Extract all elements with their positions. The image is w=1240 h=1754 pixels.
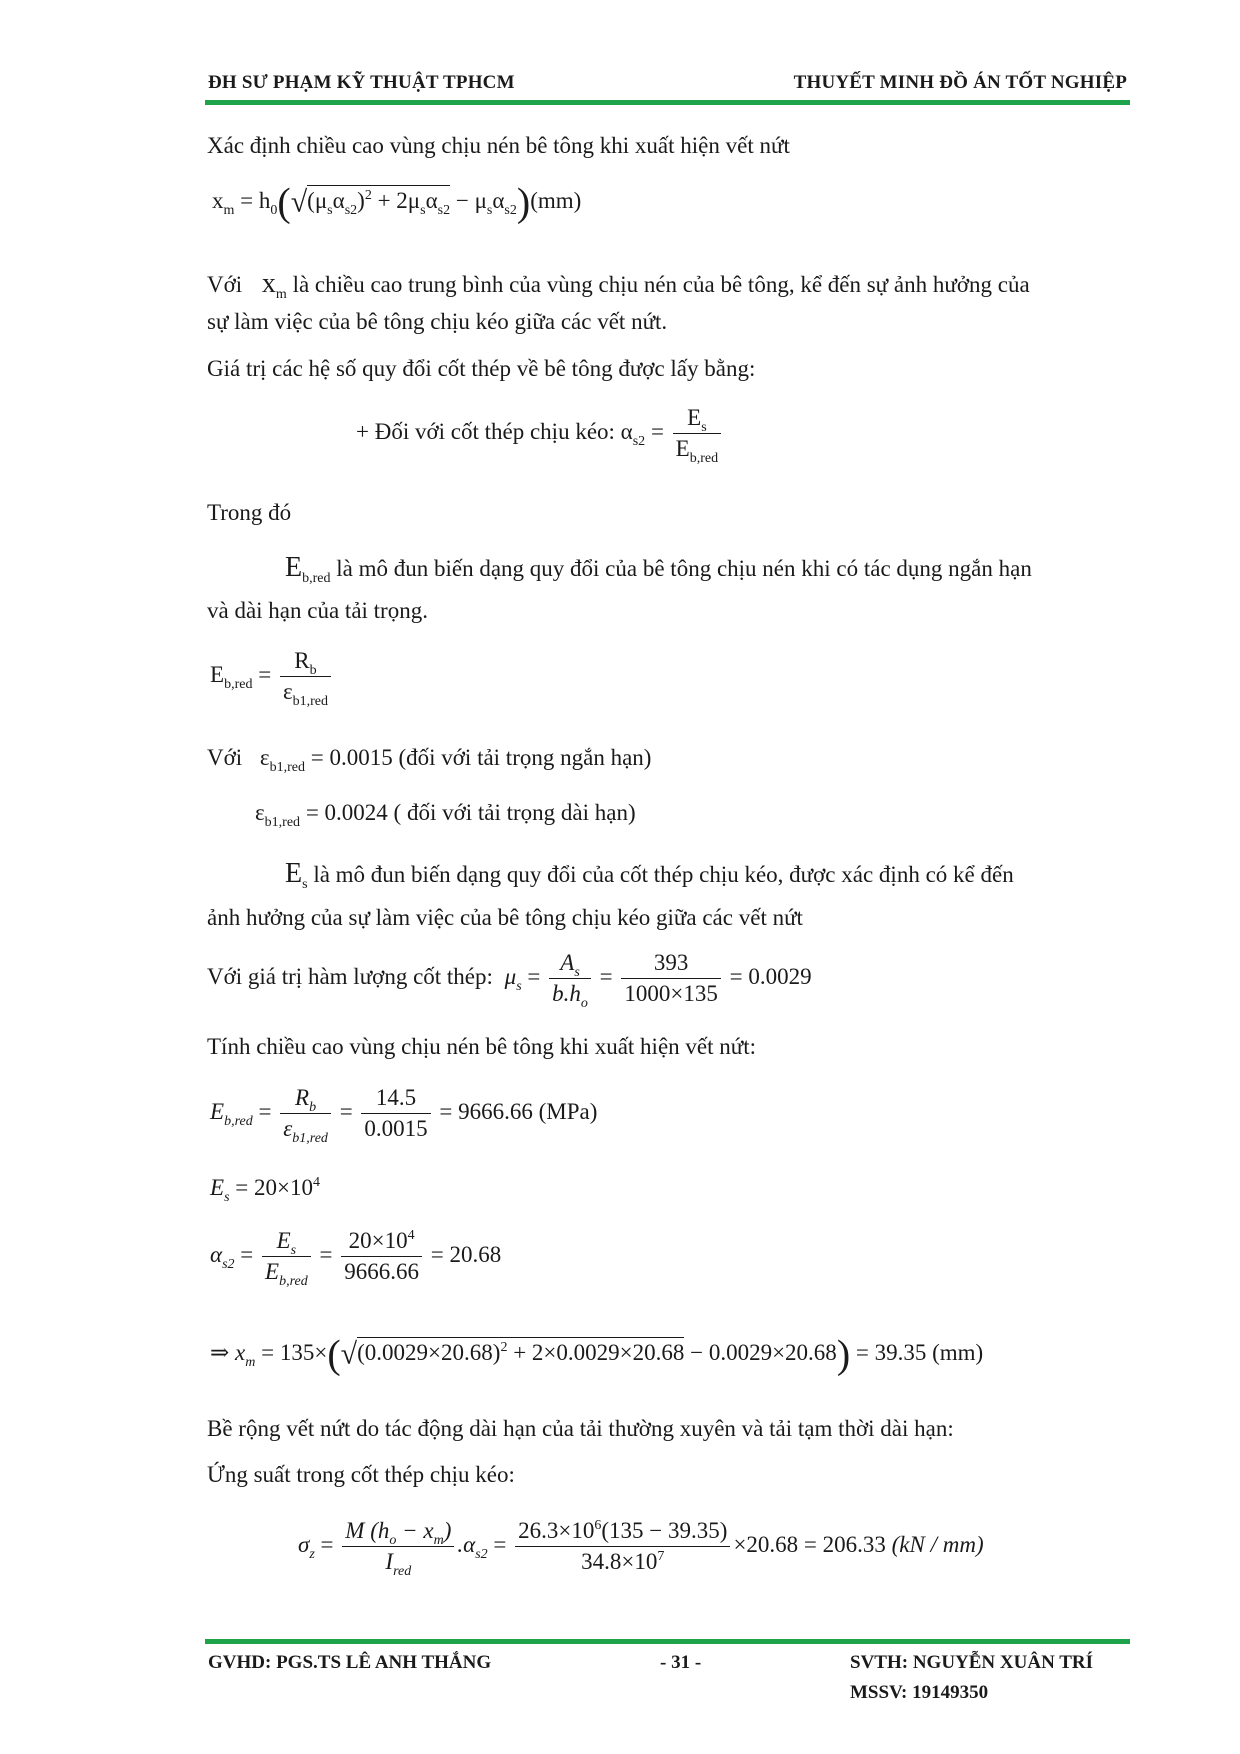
xm-result: = 39.35 (mm) bbox=[855, 1340, 984, 1365]
mu-denominator: 1000×135 bbox=[624, 981, 718, 1007]
footer-advisor: GVHD: PGS.TS LÊ ANH THẮNG bbox=[208, 1652, 492, 1673]
es-exp: 4 bbox=[312, 1175, 320, 1190]
sigma-den: 34.8×10 bbox=[581, 1549, 658, 1575]
formula-sigma: $\sigma_z$ = $\frac{M (h_o - x_m)}{I_{red}}$ $.\alpha_{s2}$ = $\frac{26.3\times 10^6(135 - 39.35)}{34.8\times 10^7}$ ×20.68 = 206.33 (kN / mm) bbox=[298, 1518, 984, 1580]
eps-long-value: = 0.0024 bbox=[305, 800, 388, 825]
footer-student: SVTH: NGUYỄN XUÂN TRÍ bbox=[850, 1652, 1093, 1673]
eps-short-label: Với bbox=[207, 745, 243, 770]
footer-rule bbox=[205, 1639, 1130, 1644]
paragraph-xm-def-a: Với bbox=[207, 272, 243, 297]
xm-inner: (0.0029×20.68) bbox=[357, 1340, 501, 1365]
alpha-num-exp: 4 bbox=[407, 1228, 415, 1243]
paragraph-ebred-def bbox=[285, 552, 1032, 584]
eps-value: 0.0015 bbox=[364, 1116, 428, 1142]
paragraph-xm-def-cont: sự làm việc của bê tông chịu kéo giữa các vết nứt. bbox=[207, 309, 668, 334]
sigma-num-exp: 6 bbox=[594, 1518, 602, 1533]
eps-short-note: (đối với tải trọng ngắn hạn) bbox=[398, 745, 652, 770]
alpha-den: 9666.66 bbox=[344, 1259, 419, 1285]
paragraph-es-def-cont: ảnh hưởng của sự làm việc của bê tông chịu kéo giữa các vết nứt bbox=[207, 905, 803, 930]
formula-xm-general: $x_m = h_0(√(\mu_s\alpha_{s2})^2 + 2\mu_s\alpha_{s2} - \mu_s\alpha_{s2})(mm)$ bbox=[212, 179, 582, 225]
xm-h0: 135× bbox=[279, 1340, 328, 1365]
formula-mu-s: Với giá trị hàm lượng cốt thép: $\mu_s$ = $\frac{A_s}{b.h_o}$ = $\frac{393}{1000\times 135}$ = 0.0029 bbox=[207, 950, 812, 1012]
eps-short-value: = 0.0015 bbox=[310, 745, 393, 770]
formula-alpha-def: + Đối với cốt thép chịu kéo: $\alpha_{s2}$ = $\frac{E_s}{E_{b,red}}$ bbox=[356, 405, 724, 463]
paragraph-trong-do: Trong đó bbox=[207, 500, 292, 525]
formula-ebred-def: $E_{b,red}$ = $\frac{R_b}{\varepsilon_{b1,red}}$ bbox=[210, 648, 334, 706]
paragraph-xm-def-b: là chiều cao trung bình của vùng chịu nén của bê tông, kể đến sự ảnh hưởng của bbox=[292, 272, 1030, 297]
paragraph-xm-def bbox=[207, 268, 1030, 300]
alpha-def-label: + Đối với cốt thép chịu kéo: bbox=[356, 419, 615, 445]
paragraph-calc-heading: Tính chiều cao vùng chịu nén bê tông khi xuất hiện vết nứt: bbox=[207, 1034, 757, 1059]
sigma-unit: (kN / mm) bbox=[891, 1532, 984, 1558]
alpha-num: 20×10 bbox=[348, 1228, 408, 1253]
paragraph-ebred-def-cont: và dài hạn của tải trọng. bbox=[207, 598, 428, 623]
es-symbol: $E_s$ bbox=[285, 858, 308, 892]
paragraph-coefficients: Giá trị các hệ số quy đổi cốt thép về bê tông được lấy bằng: bbox=[207, 356, 756, 381]
paragraph-es-def bbox=[285, 858, 1014, 890]
xm-mid: + 2×0.0029×20.68 bbox=[513, 1340, 685, 1365]
mu-label: Với giá trị hàm lượng cốt thép: bbox=[207, 964, 493, 990]
sigma-num-tail: (135 − 39.35) bbox=[601, 1518, 728, 1543]
xm-tail: − 0.0029×20.68 bbox=[690, 1340, 837, 1365]
mu-numerator: 393 bbox=[621, 950, 720, 979]
header-right: THUYẾT MINH ĐỒ ÁN TỐT NGHIỆP bbox=[793, 72, 1127, 93]
paragraph-es-def-a: là mô đun biến dạng quy đổi của cốt thép chịu kéo, được xác định có kể đến bbox=[313, 862, 1014, 887]
paragraph-stress: Ứng suất trong cốt thép chịu kéo: bbox=[207, 1462, 515, 1487]
xm-symbol: $x_m$ bbox=[261, 268, 287, 302]
formula-alpha-calc: $\alpha_{s2}$ = $\frac{E_s}{E_{b,red}}$ = $\frac{20\times 10^4}{9666.66}$ = 20.68 bbox=[210, 1228, 502, 1290]
paragraph-ebred-def-a: là mô đun biến dạng quy đổi của bê tông chịu nén khi có tác dụng ngắn hạn bbox=[336, 556, 1032, 581]
header-rule bbox=[205, 100, 1130, 105]
es-value: = 20×10 bbox=[235, 1175, 313, 1200]
header-left: ĐH SƯ PHẠM KỸ THUẬT TPHCM bbox=[208, 72, 515, 93]
mu-result: = 0.0029 bbox=[729, 964, 812, 990]
footer-mssv: MSSV: 19149350 bbox=[850, 1682, 989, 1703]
footer-page-number: - 31 - bbox=[660, 1652, 702, 1673]
sigma-den-exp: 7 bbox=[657, 1549, 665, 1565]
paragraph-intro: Xác định chiều cao vùng chịu nén bê tông khi xuất hiện vết nứt bbox=[207, 133, 790, 158]
eps-long-note: ( đối với tải trọng dài hạn) bbox=[393, 800, 636, 825]
sigma-num: 26.3×10 bbox=[518, 1518, 595, 1543]
rb-value: 14.5 bbox=[361, 1085, 430, 1114]
formula-es-value: $E_s = 20\times 10^4$ bbox=[210, 1175, 320, 1205]
ebred-symbol: $E_{b,red}$ bbox=[285, 552, 331, 586]
ebred-result: = 9666.66 (MPa) bbox=[439, 1099, 598, 1125]
formula-ebred-calc: $E_{b,red}$ = $\frac{R_b}{\varepsilon_{b1,red}}$ = $\frac{14.5}{0.0015}$ = 9666.66 (MPa) bbox=[210, 1085, 598, 1147]
sigma-result: ×20.68 = 206.33 bbox=[733, 1532, 886, 1558]
eps-short-line: Với $\varepsilon_{b1,red} = 0.0015$ (đối với tải trọng ngắn hạn) bbox=[207, 745, 652, 775]
alpha-result: = 20.68 bbox=[430, 1242, 502, 1268]
eps-long-line: $\varepsilon_{b1,red} = 0.0024$ ( đối với tải trọng dài hạn) bbox=[255, 800, 636, 830]
formula-xm-calc: ⇒ $x_m = 135\times(√(0.0029\times 20.68)^2 + 2\times 0.0029\times 20.68 - 0.0029\times 20.68) = 39.35$ (mm) bbox=[210, 1331, 984, 1377]
paragraph-crack-width: Bề rộng vết nứt do tác động dài hạn của tải thường xuyên và tải tạm thời dài hạn: bbox=[207, 1416, 954, 1441]
